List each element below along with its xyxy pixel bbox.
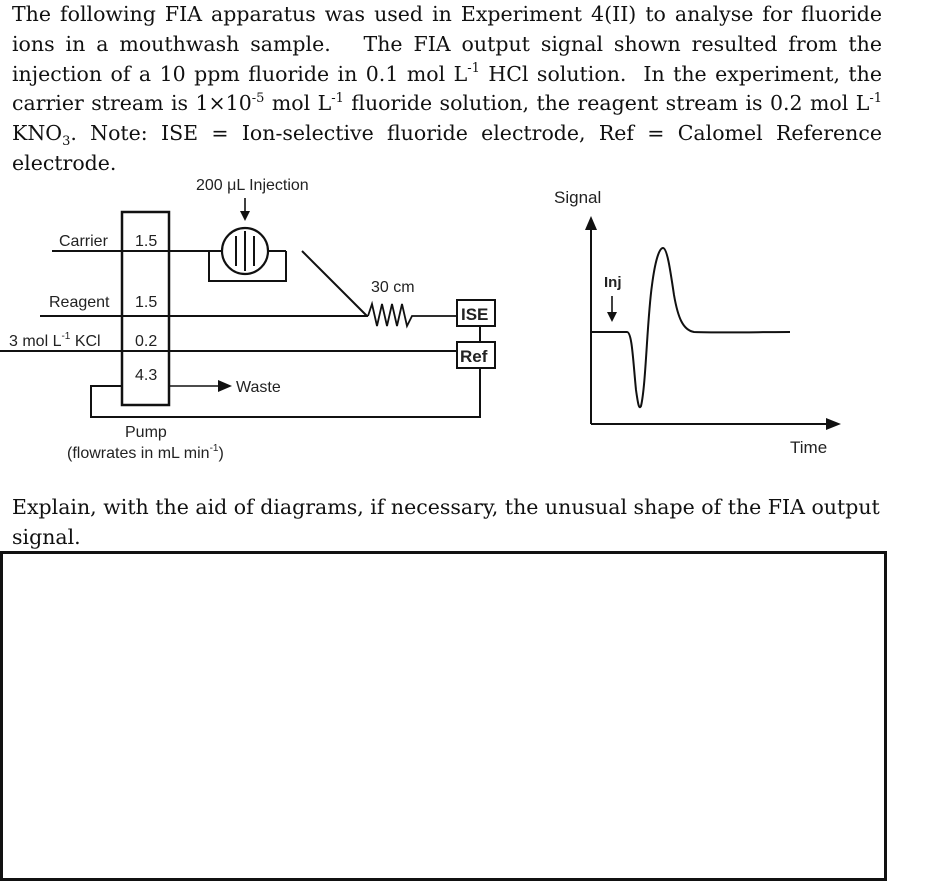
kno3-a: KNO <box>12 121 63 146</box>
intro-e: mol L <box>264 91 332 116</box>
intro-a: The following FIA apparatus was used in Experiment 4(II) to analyse for fluoride ions in a mouthwash sample. <box>12 2 882 56</box>
valve-to-coil-line <box>302 251 367 316</box>
reagent-flow: 1.5 <box>135 294 158 311</box>
kno3-sub: 3 <box>62 134 71 150</box>
signal-trace <box>591 248 790 407</box>
intro-d-exp: -5 <box>251 90 265 106</box>
y-axis-label: Signal <box>554 188 602 207</box>
kcl-flow: 0.2 <box>135 333 158 350</box>
carrier-flow: 1.5 <box>135 233 158 250</box>
waste-flow: 4.3 <box>135 367 158 384</box>
y-axis-arrow-icon <box>585 216 597 230</box>
note-text: . Note: ISE = Ion-selective fluoride electrode, Ref = Calomel Reference electrode. <box>12 121 882 175</box>
kcl-label <box>9 331 101 350</box>
carrier-label: Carrier <box>59 233 108 250</box>
ref-label: Ref <box>460 347 488 366</box>
intro-c: HCl solution. <box>479 61 627 86</box>
inj-label: Inj <box>604 274 622 291</box>
inj-arrow-icon <box>607 296 617 322</box>
intro-f: fluoride solution, the reagent stream is 0.2 mol L <box>343 91 870 116</box>
intro-f-exp: -1 <box>869 90 882 106</box>
answer-box[interactable] <box>0 551 887 881</box>
kcl-label-exp: -1 <box>61 331 71 342</box>
injection-label: 200 μL Injection <box>196 177 309 194</box>
pump-label: Pump <box>125 424 167 441</box>
injection-valve-icon[interactable] <box>222 228 268 274</box>
x-axis-label: Time <box>790 438 828 457</box>
pump-sub-exp: -1 <box>209 443 219 454</box>
intro-b-exp: -1 <box>467 60 480 76</box>
injection-arrow-icon <box>240 198 250 221</box>
x-axis-arrow-icon <box>826 418 841 430</box>
pump-sub-label <box>67 443 224 462</box>
waste-arrow-icon <box>218 380 232 392</box>
mixing-coil <box>368 304 457 326</box>
reagent-label: Reagent <box>49 294 110 311</box>
kcl-label-a: 3 mol L <box>9 333 62 350</box>
kcl-label-b: KCl <box>70 333 101 350</box>
signal-plot <box>554 188 841 457</box>
intro-b: The FIA output signal shown resulted from the injection of a 10 ppm fluoride in 0.1 mol L <box>12 31 882 86</box>
ise-label: ISE <box>461 305 489 324</box>
prompt: Explain, with the aid of diagrams, if necessary, the unusual shape of the FIA output signal. <box>12 495 880 549</box>
waste-label: Waste <box>236 379 281 396</box>
intro-d: In the experiment, the carrier stream is 1×10 <box>12 61 882 116</box>
pump-sub-a: (flowrates in mL min <box>67 445 210 462</box>
coil-label: 30 cm <box>371 279 415 296</box>
prompt-text <box>12 493 882 553</box>
pump-sub-b: ) <box>218 445 224 462</box>
intro-e-exp: -1 <box>331 90 344 106</box>
